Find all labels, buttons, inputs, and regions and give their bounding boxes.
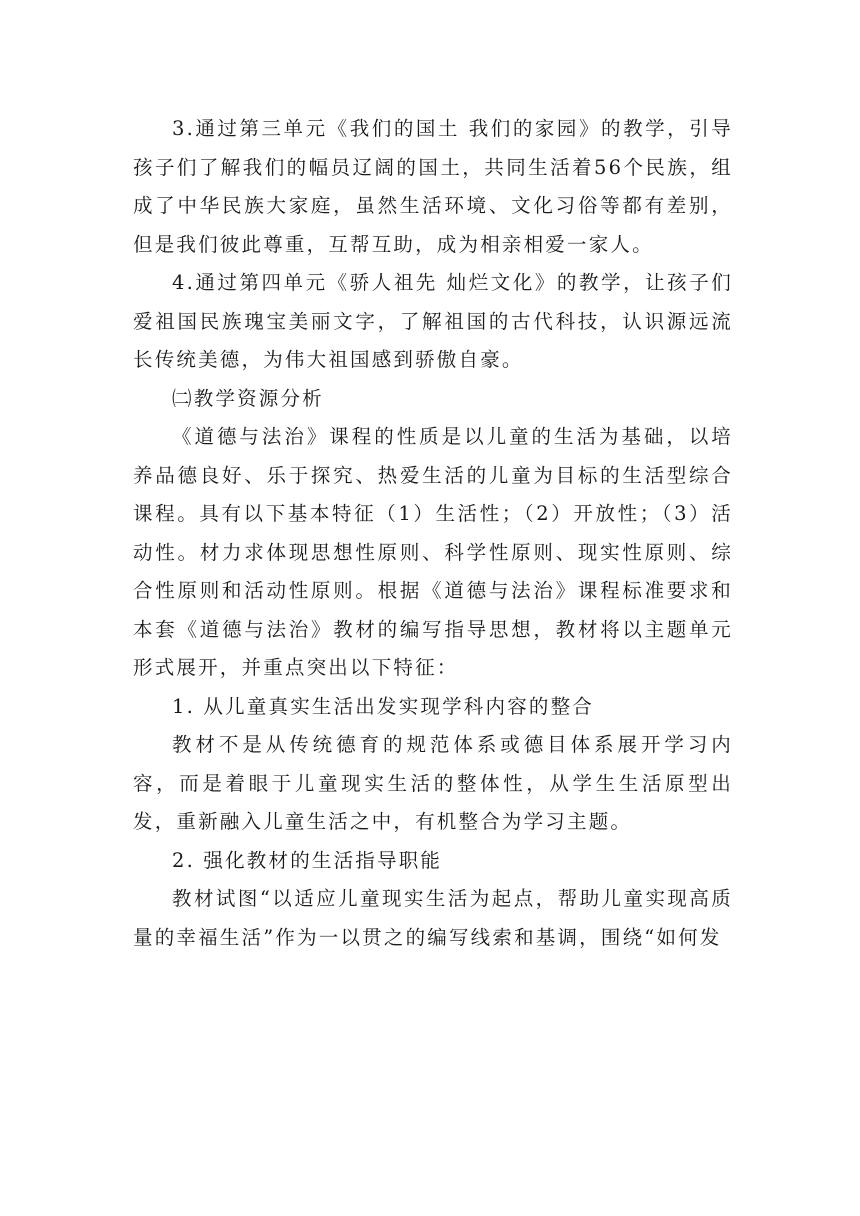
document-body <box>133 110 733 957</box>
paragraph-course-nature: 《道德与法治》课程的性质是以儿童的生活为基础，以培养品德良好、乐于探究、热爱生活的儿童为目标的生活型综合课程。具有以下基本特征（1）生活性；（2）开放性；（3）活动性。材力求体现思想性原则、科学性原则、现实性原则、综合性原则和活动性原则。根据《道德与法治》课程标准要求和本套《道德与法治》教材的编写指导思想，教材将以主题单元形式展开，并重点突出以下特征： <box>133 425 733 679</box>
paragraph-unit-4: 4.通过第四单元《骄人祖先 灿烂文化》的教学，让孩子们爱祖国民族瑰宝美丽文字，了解祖国的古代科技，认识源远流长传统美德，为伟大祖国感到骄傲自豪。 <box>133 271 733 371</box>
section-heading-resource-analysis: ㈡教学资源分析 <box>172 386 324 410</box>
paragraph-unit-3: 3.通过第三单元《我们的国土 我们的家园》的教学，引导孩子们了解我们的幅员辽阔的国土，共同生活着56个民族，组成了中华民族大家庭，虽然生活环境、文化习俗等都有差别，但是我们彼此尊重，互帮互助，成为相亲相爱一家人。 <box>133 117 733 256</box>
paragraph-feature-1: 教材不是从传统德育的规范体系或德目体系展开学习内容，而是着眼于儿童现实生活的整体性，从学生生活原型出发，重新融入儿童生活之中，有机整合为学习主题。 <box>133 733 733 833</box>
paragraph-feature-2: 教材试图“以适应儿童现实生活为起点，帮助儿童实现高质量的幸福生活”作为一以贯之的编写线索和基调，围绕“如何发 <box>133 887 733 949</box>
subheading-feature-1: 1. 从儿童真实生活出发实现学科内容的整合 <box>172 694 595 718</box>
subheading-feature-2: 2. 强化教材的生活指导职能 <box>172 848 443 872</box>
